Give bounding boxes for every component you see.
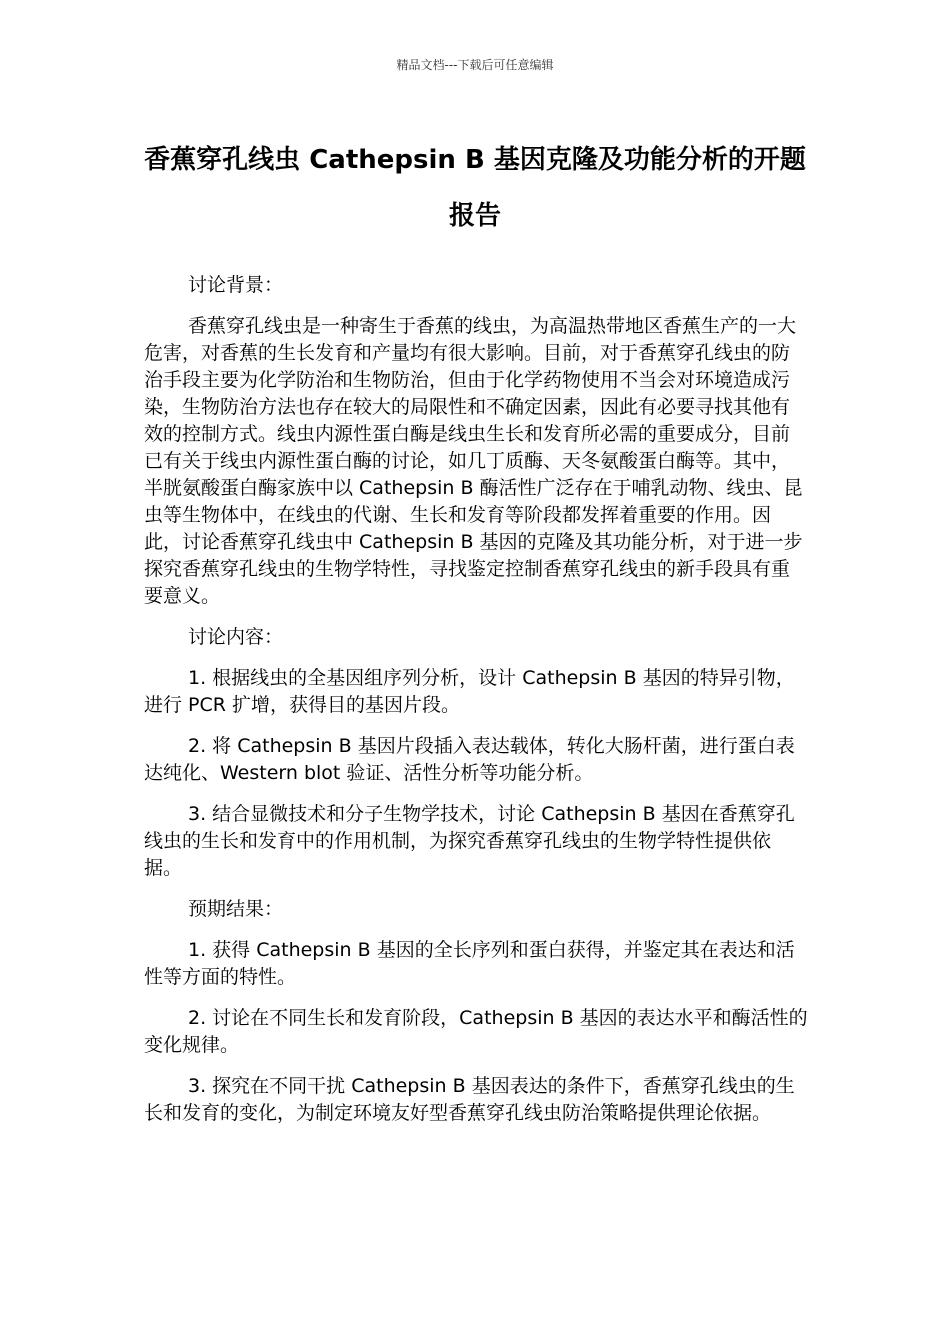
content-item-1: 1. 根据线虫的全基因组序列分析，设计 Cathepsin B 基因的特异引物，进行 PCR 扩增，获得目的基因片段。 xyxy=(144,667,795,716)
document-title: 香蕉穿孔线虫 Cathepsin B 基因克隆及功能分析的开题报告 xyxy=(144,145,806,231)
results-item-2: 2. 讨论在不同生长和发育阶段，Cathepsin B 基因的表达水平和酶活性的变化规律。 xyxy=(144,1007,808,1056)
background-paragraph: 香蕉穿孔线虫是一种寄生于香蕉的线虫，为高温热带地区香蕉生产的一大危害，对香蕉的生长发育和产量均有很大影响。目前，对于香蕉穿孔线虫的防治手段主要为化学防治和生物防治，但由于化学药物使用不当会对环境造成污染，生物防治方法也存在较大的局限性和不确定因素，因此有必要寻找其他有效的控制方式。线虫内源性蛋白酶是线虫生长和发育所必需的重要成分，目前已有关于线虫内源性蛋白酶的讨论，如几丁质酶、天冬氨酸蛋白酶等。其中，半胱氨酸蛋白酶家族中以 Cathepsin B 酶活性广泛存在于哺乳动物、线虫、昆虫等生物体中，在线虫的代谢、生长和发育等阶段都发挥着重要的作用。因此，讨论香蕉穿孔线虫中 Cathepsin B 基因的克隆及其功能分析，对于进一步探究香蕉穿孔线虫的生物学特性，寻找鉴定控制香蕉穿孔线虫的新手段具有重要意义。 xyxy=(144,315,803,607)
background-heading: 讨论背景： xyxy=(188,274,284,296)
content-item-2: 2. 将 Cathepsin B 基因片段插入表达载体，转化大肠杆菌，进行蛋白表达纯化、Western blot 验证、活性分析等功能分析。 xyxy=(144,735,795,784)
content-heading: 讨论内容： xyxy=(188,626,284,648)
results-item-1: 1. 获得 Cathepsin B 基因的全长序列和蛋白获得，并鉴定其在表达和活性等方面的特性。 xyxy=(144,939,795,988)
header-note: 精品文档---下载后可任意编辑 xyxy=(396,58,554,72)
results-item-3: 3. 探究在不同干扰 Cathepsin B 基因表达的条件下，香蕉穿孔线虫的生长和发育的变化，为制定环境友好型香蕉穿孔线虫防治策略提供理论依据。 xyxy=(144,1075,795,1124)
content-item-3: 3. 结合显微技术和分子生物学技术，讨论 Cathepsin B 基因在香蕉穿孔线虫的生长和发育中的作用机制，为探究香蕉穿孔线虫的生物学特性提供依据。 xyxy=(144,803,795,879)
results-heading: 预期结果： xyxy=(188,898,284,920)
document-body xyxy=(144,272,808,1141)
